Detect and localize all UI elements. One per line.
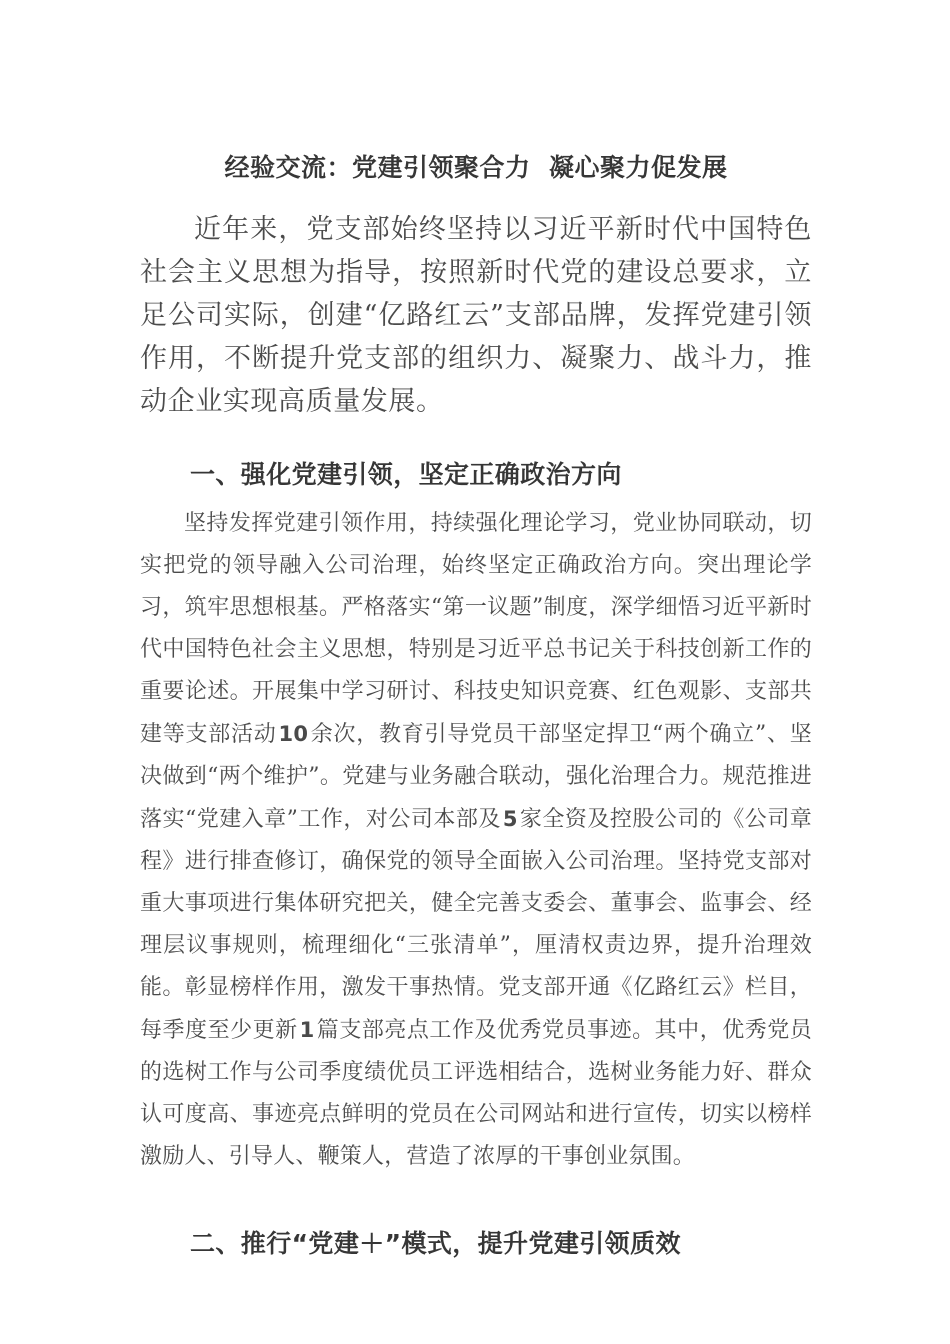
section-1-body-text-1: 坚持发挥党建引领作用，持续强化理论学习，党业协同联动，切实把党的领导融入公司治理，始终坚定正确政治方向。突出理论学习，筑牢思想根基。严格落实“第一议题”制度，深学细悟习近平新时代中国特色社会主义思想，特别是习近平总书记关于科技创新工作的重要论述。开展集中学习研讨、科技史知识竞赛、红色观影、支部共建等支部活动 (140, 511, 812, 747)
section-1-body-text-3: 家全资及控股公司的《公司章程》进行排查修订，确保党的领导全面嵌入公司治理。坚持党支部对重大事项进行集体研究把关，健全完善支委会、董事会、监事会、经理层议事规则，梳理细化“三张清单”，厘清权责边界，提升治理效能。彰显榜样作用，激发干事热情。党支部开通《亿路红云》栏目，每季度至少更新 (140, 807, 812, 1043)
section-heading-1: 一、强化党建引领，坚定正确政治方向 (190, 460, 622, 489)
activity-count-value: 10 (278, 722, 309, 746)
section-1-body (140, 503, 812, 1178)
page-title: 经验交流：党建引领聚合力 凝心聚力促发展 (224, 153, 728, 182)
section-heading-2: 二、推行“党建＋”模式，提升党建引领质效 (190, 1229, 681, 1258)
section-1-body-text-2: 余次，教育引导党员干部坚定捍卫“两个确立”、坚决做到“两个维护”。党建与业务融合联动，强化治理合力。规范推进落实“党建入章”工作，对公司本部及 (140, 722, 812, 832)
section-1-body-text-4: 篇支部亮点工作及优秀党员事迹。其中，优秀党员的选树工作与公司季度绩优员工评选相结合，选树业务能力好、群众认可度高、事迹亮点鲜明的党员在公司网站和进行宣传，切实以榜样激励人、引导人、鞭策人，营造了浓厚的干事创业氛围。 (140, 1018, 812, 1169)
article-count-value: 1 (299, 1018, 315, 1042)
subsidiary-count-value: 5 (502, 807, 518, 831)
document-content (140, 0, 812, 1272)
intro-paragraph: 近年来，党支部始终坚持以习近平新时代中国特色社会主义思想为指导，按照新时代党的建设总要求，立足公司实际，创建“亿路红云”支部品牌，发挥党建引领作用，不断提升党支部的组织力、凝聚力、战斗力，推动企业实现高质量发展。 (140, 214, 812, 417)
